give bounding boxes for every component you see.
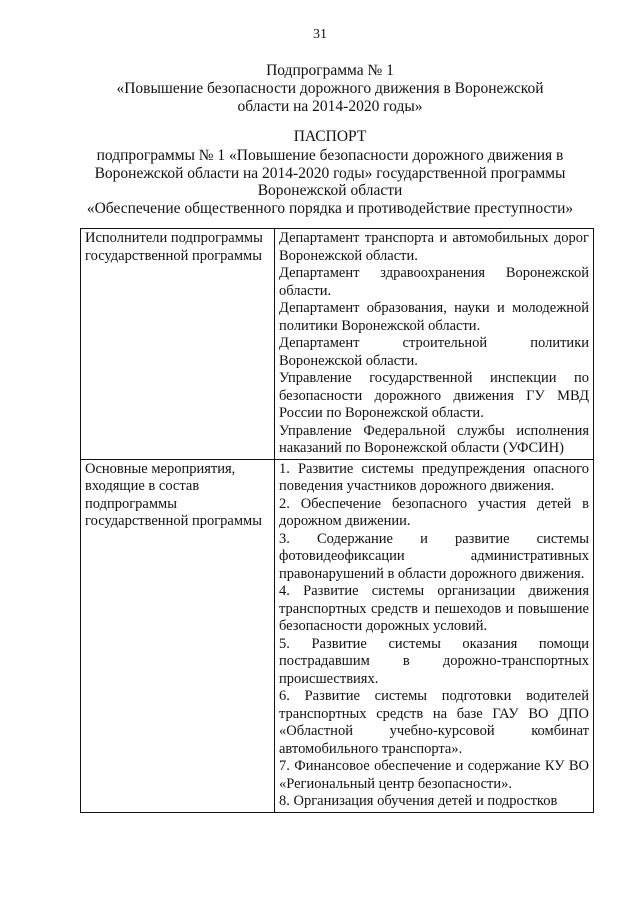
activity-item: 3. Содержание и развитие системы фотовидеофиксации административных правонарушений в области дорожного движения. bbox=[279, 530, 589, 582]
executors-value bbox=[275, 229, 594, 460]
main-activities-label: Основные мероприятия, входящие в состав подпрограммы государственной программы bbox=[81, 459, 275, 812]
table-row-main-activities bbox=[81, 459, 594, 812]
executor-item: Управление государственной инспекции по безопасности дорожного движения ГУ МВД России по Воронежской области. bbox=[279, 370, 589, 421]
activity-item: 7. Финансовое обеспечение и содержание КУ ВО «Региональный центр безопасности». bbox=[279, 758, 589, 792]
subprogram-heading-line-2: «Повышение безопасности дорожного движения в Воронежской bbox=[116, 80, 544, 97]
activity-item: 1. Развитие системы предупреждения опасного поведения участников дорожного движения. bbox=[279, 460, 589, 494]
executor-item: Департамент здравоохранения Воронежской области. bbox=[279, 265, 589, 299]
activity-item: 8. Организация обучения детей и подростков bbox=[279, 793, 558, 809]
main-activities-value bbox=[275, 459, 594, 812]
table-row-executors bbox=[81, 229, 594, 460]
executor-item: Департамент образования, науки и молодежной политики Воронежской области. bbox=[279, 300, 589, 334]
page-number: 31 bbox=[313, 27, 327, 42]
activity-item: 5. Развитие системы оказания помощи пострадавшим в дорожно-транспортных происшествиях. bbox=[279, 635, 589, 687]
executors-label: Исполнители подпрограммы государственной программы bbox=[81, 229, 275, 460]
executor-item: Департамент строительной политики Воронежской области. bbox=[279, 335, 589, 369]
activity-item: 6. Развитие системы подготовки водителей транспортных средств на базе ГАУ ВО ДПО «Областной учебно-курсовой комбинат автомобильного транспорта». bbox=[279, 688, 589, 757]
subprogram-heading-line-1: Подпрограмма № 1 bbox=[266, 62, 394, 79]
subprogram-heading bbox=[90, 62, 570, 116]
subprogram-heading-line-3: области на 2014-2020 годы» bbox=[237, 98, 423, 115]
activity-item: 2. Обеспечение безопасного участия детей в дорожном движении. bbox=[279, 495, 589, 529]
passport-title: ПАСПОРТ bbox=[293, 128, 367, 145]
passport-subtitle-line-2: Воронежской области на 2014-2020 годы» государственной программы bbox=[94, 164, 566, 182]
executor-item: Департамент транспорта и автомобильных дорог Воронежской области. bbox=[279, 230, 589, 264]
passport-subtitle-line-1: подпрограммы № 1 «Повышение безопасности дорожного движения в bbox=[96, 147, 564, 164]
passport-subtitle-line-4: «Обеспечение общественного порядка и противодействие преступности» bbox=[86, 199, 574, 217]
passport-table bbox=[80, 228, 594, 813]
activity-item: 4. Развитие системы организации движения транспортных средств и пешеходов и повышение безопасности дорожных условий. bbox=[279, 583, 589, 634]
executor-item: Управление Федеральной службы исполнения наказаний по Воронежской области (УФСИН) bbox=[279, 422, 589, 456]
passport-subtitle bbox=[70, 147, 590, 217]
passport-subtitle-line-3: Воронежской области bbox=[257, 182, 403, 199]
